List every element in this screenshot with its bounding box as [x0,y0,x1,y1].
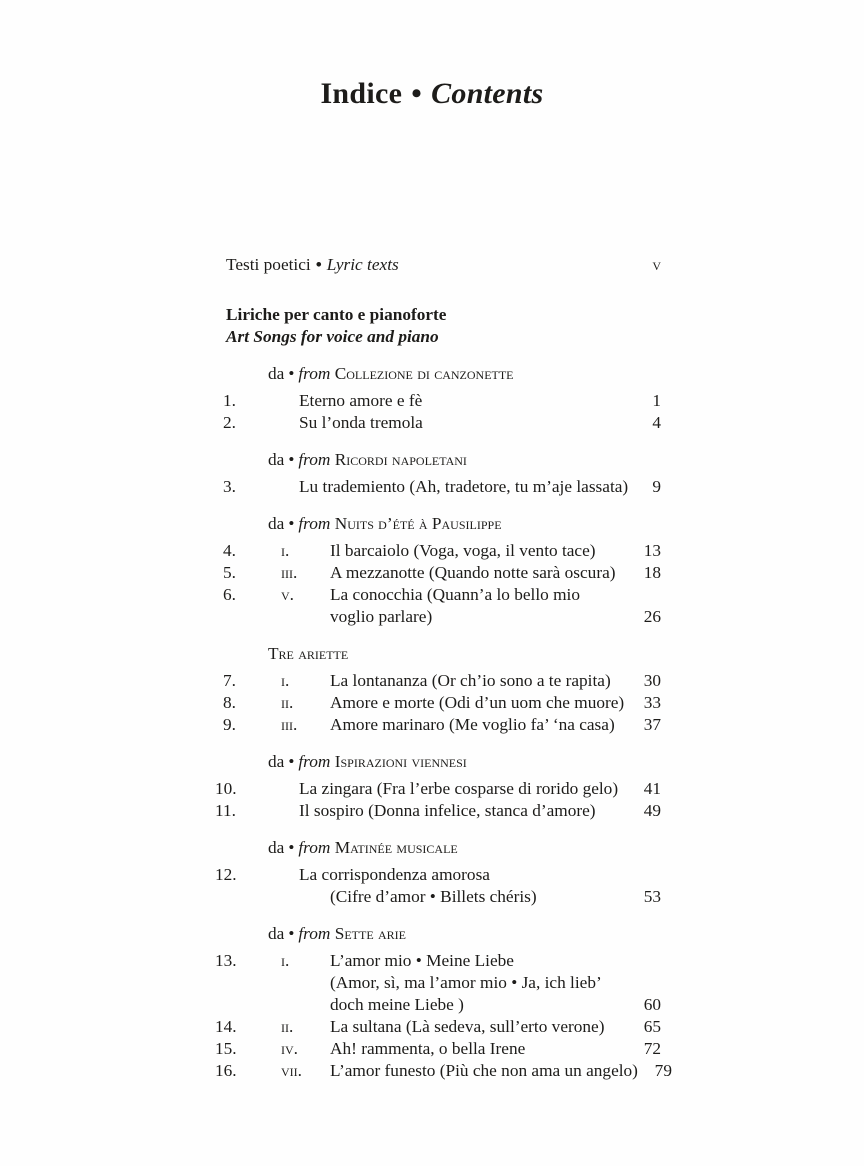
entry-page-number: 41 [643,779,661,798]
section-name: Ispirazioni viennesi [334,752,467,771]
entry-row [215,1016,661,1038]
section-header [268,837,661,859]
section-from-label: from [298,924,331,943]
entry-page-number: 79 [654,1061,672,1080]
entry-row [215,864,661,886]
entry-number: 6. [223,585,236,604]
entry-page-number: 49 [643,801,661,820]
entry-title-continuation-line: doch meine Liebe ) [330,995,464,1014]
entry-row [215,886,661,908]
lyric-texts-label [215,254,627,276]
entry-roman-numeral: v. [281,585,294,604]
section-from-label: from [298,450,331,469]
entry-row [215,972,661,994]
entry-roman-numeral: iii. [281,715,298,734]
entry-page-number: 37 [643,715,661,734]
toc-sections [215,363,672,1082]
entry-row [215,540,661,562]
entry-title-line: Su l’onda tremola [299,413,423,432]
entry-page-number: 65 [643,1017,661,1036]
section-name: Ricordi napoletani [334,450,467,469]
section-da-label: da [268,752,285,771]
section-name: Tre ariette [268,644,349,663]
entry-page-number: 30 [643,671,661,690]
entry-row [215,994,661,1016]
entry-row [215,412,661,434]
entry-roman-numeral: ii. [281,693,294,712]
section-da-label: da [268,514,285,533]
entry-roman-numeral: vii. [281,1061,302,1080]
section-bullet: • [288,514,295,533]
section-name: Nuits d’été à Pausilippe [334,514,502,533]
section-name: Sette arie [334,924,406,943]
entry-title-line: Ah! rammenta, o bella Irene [330,1039,526,1058]
page-title [0,0,864,112]
section-header [268,449,661,471]
entry-title-line: Il sospiro (Donna infelice, stanca d’amore) [299,801,596,820]
entry-number: 3. [223,477,236,496]
entry-page-number: 60 [643,995,661,1014]
entry-row [215,390,661,412]
entry-page-number: 13 [643,541,661,560]
section-header [268,363,661,385]
entry-title-line: La zingara (Fra l’erbe cosparse di rorido gelo) [299,779,619,798]
entry-roman-numeral: i. [281,541,290,560]
entry-title-line: La sultana (Là sedeva, sull’erto verone) [330,1017,605,1036]
entry-row [215,714,661,736]
entry-row [215,778,661,800]
part-title-english: Art Songs for voice and piano [226,327,439,346]
entry-row [215,800,661,822]
section-bullet: • [288,924,295,943]
section-da-label: da [268,924,285,943]
section-header [268,751,661,773]
part-header [226,304,661,348]
entry-number: 16. [215,1061,237,1080]
entry-row [215,606,661,628]
entry-title-continuation-line: (Amor, sì, ma l’amor mio • Ja, ich lieb’ [330,973,602,992]
entry-roman-numeral: ii. [281,1017,294,1036]
title-bullet: • [411,77,423,110]
entry-page-number: 1 [652,391,661,410]
section-da-label: da [268,364,285,383]
lyric-texts-italian: Testi poetici [226,255,311,274]
section-from-label: from [298,752,331,771]
entry-number: 12. [215,865,237,884]
page-title-english: Contents [431,77,544,110]
entry-title-line: Il barcaiolo (Voga, voga, il vento tace) [330,541,596,560]
entry-row [215,476,661,498]
entry-page-number: 18 [643,563,661,582]
section-bullet: • [288,364,295,383]
entry-number: 14. [215,1017,237,1036]
entry-title-continuation-line: voglio parlare) [330,607,433,626]
entry-page-number: 9 [652,477,661,496]
entry-number: 7. [223,671,236,690]
lyric-texts-bullet: • [315,255,322,274]
entry-number: 11. [215,801,236,820]
section-from-label: from [298,514,331,533]
entry-row [215,692,661,714]
lyric-texts-english: Lyric texts [326,255,399,274]
entry-roman-numeral: i. [281,951,290,970]
section-da-label: da [268,450,285,469]
page-title-italian: Indice [320,77,403,110]
entry-number: 8. [223,693,236,712]
entry-page-number: 26 [643,607,661,626]
section-header [268,513,661,535]
section-bullet: • [288,450,295,469]
entry-title-line: La conocchia (Quann’a lo bello mio [330,585,581,604]
entry-number: 4. [223,541,236,560]
part-title-italian: Liriche per canto e pianoforte [226,305,447,324]
section-name: Matinée musicale [334,838,458,857]
entry-roman-numeral: iv. [281,1039,298,1058]
entry-number: 10. [215,779,237,798]
entry-row [215,950,661,972]
entry-roman-numeral: iii. [281,563,298,582]
section-from-label: from [298,364,331,383]
entry-title-line: Amore marinaro (Me voglio fa’ ‘na casa) [330,715,615,734]
entry-title-line: A mezzanotte (Quando notte sarà oscura) [330,563,616,582]
entry-title-line: L’amor mio • Meine Liebe [330,951,514,970]
lyric-texts-row [215,254,661,276]
entry-row [215,562,661,584]
lyric-texts-page-number: v [652,255,661,274]
entry-number: 5. [223,563,236,582]
entry-title-line: L’amor funesto (Più che non ama un angelo) [330,1061,638,1080]
entry-title-line: Amore e morte (Odi d’un uom che muore) [330,693,625,712]
entry-page-number: 33 [643,693,661,712]
section-bullet: • [288,752,295,771]
section-from-label: from [298,838,331,857]
section-header [268,923,661,945]
entry-title-line: La lontananza (Or ch’io sono a te rapita) [330,671,611,690]
entry-row [215,670,661,692]
entry-number: 9. [223,715,236,734]
section-da-label: da [268,838,285,857]
entry-title-line: Lu trademiento (Ah, tradetore, tu m’aje lassata) [299,477,629,496]
toc-content [215,254,672,1082]
entry-number: 13. [215,951,237,970]
entry-title-continuation-line: (Cifre d’amor • Billets chéris) [330,887,537,906]
entry-row [215,584,661,606]
entry-title-line: Eterno amore e fè [299,391,423,410]
entry-page-number: 72 [643,1039,661,1058]
entry-number: 2. [223,413,236,432]
entry-number: 1. [223,391,236,410]
entry-number: 15. [215,1039,237,1058]
section-name: Collezione di canzonette [334,364,514,383]
entry-title-line: La corrispondenza amorosa [299,865,490,884]
entry-page-number: 4 [652,413,661,432]
section-header [268,643,661,665]
entry-row [215,1038,661,1060]
section-bullet: • [288,838,295,857]
entry-page-number: 53 [643,887,661,906]
entry-row [215,1060,672,1082]
entry-roman-numeral: i. [281,671,290,690]
